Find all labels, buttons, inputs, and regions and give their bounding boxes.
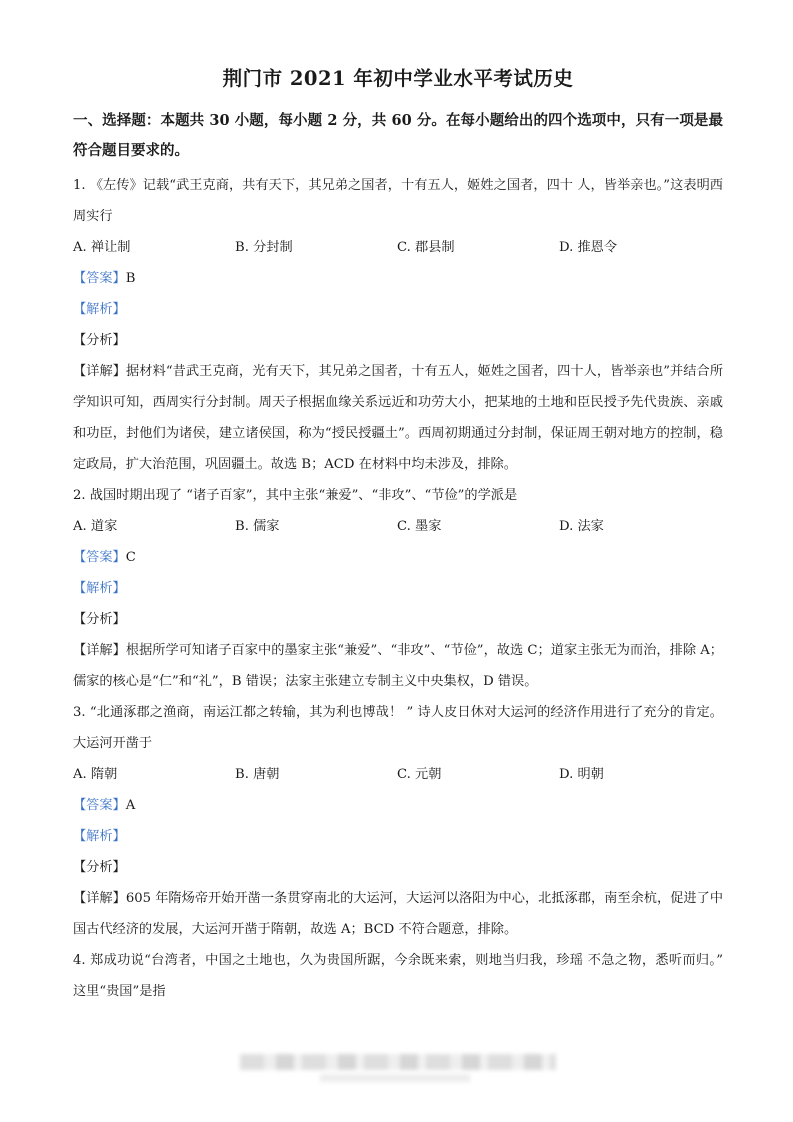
option-d: D. 明朝 xyxy=(559,767,604,782)
exam-page xyxy=(73,62,723,1007)
detail-label: 【详解】 xyxy=(73,891,126,906)
section-heading: 一、选择题：本题共 30 小题，每小题 2 分，共 60 分。在每小题给出的四个选项中，只有一项是最符合题目要求的。 xyxy=(73,112,723,159)
question-stem: 2. 战国时期出现了 “诸子百家”，其中主张“兼爱”、“非攻”、“节俭”的学派是 xyxy=(73,488,518,503)
fenxi-label: 【分析】 xyxy=(73,612,126,627)
analysis-line xyxy=(73,294,723,325)
options-row xyxy=(73,232,723,263)
options-row xyxy=(73,759,723,790)
detail-label: 【详解】 xyxy=(73,643,126,658)
option-c: C. 郡县制 xyxy=(397,240,455,255)
answer-label: 【答案】 xyxy=(73,798,126,813)
options-row xyxy=(73,511,723,542)
detail-text: 605 年隋炀帝开始开凿一条贯穿南北的大运河，大运河以洛阳为中心，北抵涿郡，南至余杭，促进了中国古代经济的发展，大运河开凿于隋朝，故选 A；BCD 不符合题意，排除。 xyxy=(73,891,724,937)
fenxi-line xyxy=(73,852,723,883)
option-a: A. 隋朝 xyxy=(73,767,118,782)
detail-label: 【详解】 xyxy=(73,364,127,379)
analysis-label: 【解析】 xyxy=(73,829,126,844)
answer-value: A xyxy=(125,798,136,813)
answer-label: 【答案】 xyxy=(73,550,126,565)
analysis-label: 【解析】 xyxy=(73,581,126,596)
option-c: C. 元朝 xyxy=(397,767,442,782)
fenxi-line xyxy=(73,325,723,356)
answer-value: B xyxy=(125,271,136,286)
detail-paragraph xyxy=(73,883,723,945)
analysis-line xyxy=(73,573,723,604)
question-stem: 1. 《左传》记载“武王克商，共有天下，其兄弟之国者，十有五人，姬姓之国者，四十 人，皆举亲也。”这表明西周实行 xyxy=(73,178,723,224)
detail-paragraph xyxy=(73,356,723,480)
analysis-line xyxy=(73,821,723,852)
blurred-footer-watermark xyxy=(240,1054,556,1070)
option-d: D. 法家 xyxy=(559,519,604,534)
fenxi-label: 【分析】 xyxy=(73,860,126,875)
detail-paragraph xyxy=(73,635,723,697)
page-title: 荆门市 2021 年初中学业水平考试历史 xyxy=(222,67,574,90)
question-stem: 3. “北通涿郡之渔商，南运江都之转输，其为利也博哉！ ” 诗人皮日休对大运河的经济作用进行了充分的肯定。大运河开凿于 xyxy=(73,705,723,751)
question-4 xyxy=(73,945,723,1007)
detail-text: 根据所学可知诸子百家中的墨家主张“兼爱”、“非攻”、“节俭”，故选 C；道家主张无为而治，排除 A；儒家的核心是“仁”和“礼”，B 错误；法家主张建立专制主义中央集权，D 错误。 xyxy=(73,643,723,689)
option-b: B. 分封制 xyxy=(235,240,293,255)
analysis-label: 【解析】 xyxy=(73,302,126,317)
question-1 xyxy=(73,170,723,480)
option-b: B. 唐朝 xyxy=(235,767,280,782)
question-stem: 4. 郑成功说“台湾者，中国之土地也，久为贵国所踞，今余既来索，则地当归我，珍瑶 不急之物，悉听而归。” 这里“贵国”是指 xyxy=(73,953,723,999)
blurred-footer-line xyxy=(320,1074,470,1082)
fenxi-line xyxy=(73,604,723,635)
answer-line xyxy=(73,542,723,573)
option-d: D. 推恩令 xyxy=(559,240,618,255)
detail-text: 据材料“昔武王克商，光有天下，其兄弟之国者，十有五人，姬姓之国者，四十人，皆举亲也”并结合所学知识可知，西周实行分封制。周天子根据血缘关系远近和功劳大小，把某地的土地和臣民授予先代贵族、亲戚和功臣，封他们为诸侯，建立诸侯国，称为“授民授疆土”。西周初期通过分封制，保证周王朝对地方的控制，稳定政局，扩大治范围，巩固疆土。故选 B；ACD 在材料中均未涉及，排除。 xyxy=(73,364,724,472)
option-a: A. 禅让制 xyxy=(73,240,131,255)
option-b: B. 儒家 xyxy=(235,519,280,534)
option-c: C. 墨家 xyxy=(397,519,442,534)
fenxi-label: 【分析】 xyxy=(73,333,126,348)
answer-label: 【答案】 xyxy=(73,271,126,286)
answer-line xyxy=(73,790,723,821)
answer-value: C xyxy=(125,550,136,565)
question-2 xyxy=(73,480,723,697)
option-a: A. 道家 xyxy=(73,519,118,534)
answer-line xyxy=(73,263,723,294)
question-3 xyxy=(73,697,723,945)
